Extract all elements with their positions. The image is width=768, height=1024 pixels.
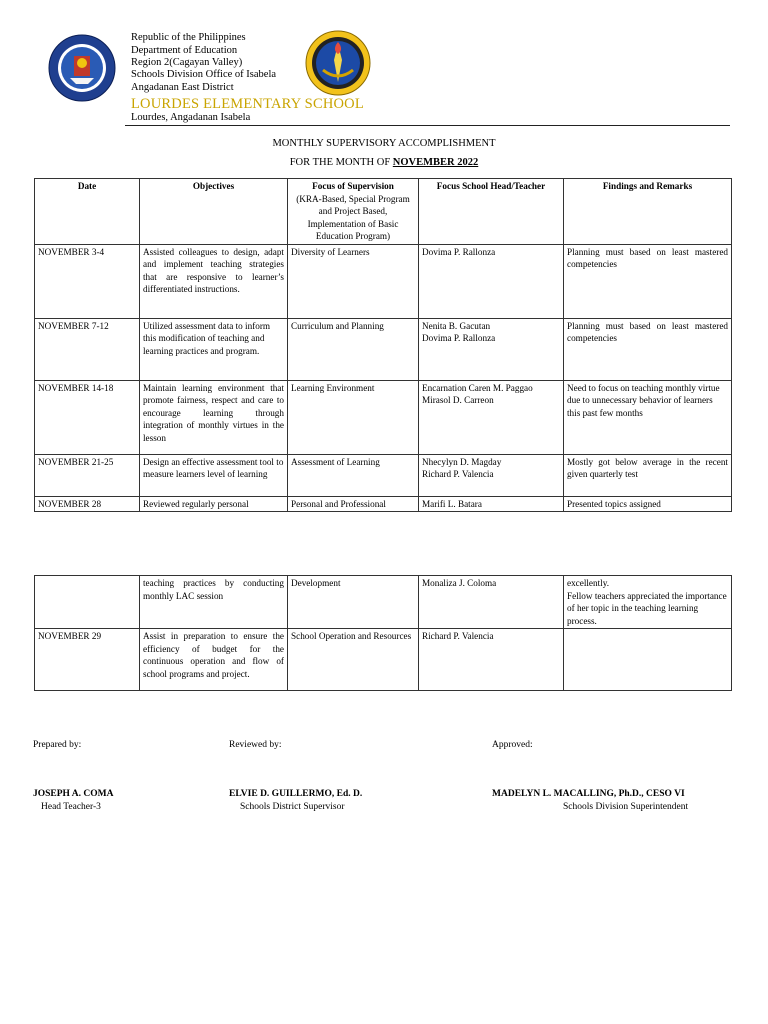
row-teachers — [419, 576, 564, 629]
header-divider — [125, 125, 730, 126]
row-date — [35, 576, 140, 629]
header-line-republic: Republic of the Philippines — [131, 32, 246, 43]
row-objectives: teaching practices by conducting monthly LAC session — [140, 576, 288, 629]
row-findings: Planning must based on least mastered competencies — [564, 318, 732, 380]
row-teachers — [419, 629, 564, 691]
table-row — [35, 496, 732, 512]
row-objectives: Utilized assessment data to inform this modification of teaching and learning practices and program. — [140, 318, 288, 380]
row-focus: Personal and Professional — [288, 496, 419, 512]
table-row — [35, 576, 732, 629]
prepared-position: Head Teacher-3 — [41, 802, 101, 812]
deped-seal-logo — [48, 34, 116, 102]
row-objectives: Design an effective assessment tool to measure learners level of learning — [140, 454, 288, 496]
prepared-name: JOSEPH A. COMA — [33, 789, 114, 799]
row-findings: Presented topics assigned — [564, 496, 732, 512]
row-findings — [564, 576, 732, 629]
row-objectives: Maintain learning environment that promote fairness, respect and care to encourage learning through integration of monthly virtues in the lesson — [140, 380, 288, 454]
header-focus-title: Focus of Supervision — [312, 181, 394, 191]
row-teacher: Encarnation Caren M. Paggao — [422, 382, 533, 393]
row-teacher: Marifi L. Batara — [422, 498, 482, 509]
reviewed-label: Reviewed by: — [229, 740, 282, 750]
row-focus: Diversity of Learners — [288, 244, 419, 318]
table-row — [35, 318, 732, 380]
reviewed-name: ELVIE D. GUILLERMO, Ed. D. — [229, 789, 363, 799]
header-focus-subtitle: (KRA-Based, Special Program and Project Based, Implementation of Basic Education Program) — [296, 193, 410, 241]
row-focus: Learning Environment — [288, 380, 419, 454]
header-findings: Findings and Remarks — [564, 179, 732, 245]
row-focus: School Operation and Resources — [288, 629, 419, 691]
row-findings — [564, 629, 732, 691]
month-value: NOVEMBER 2022 — [392, 157, 479, 168]
header-line-region: Region 2(Cagayan Valley) — [131, 57, 243, 68]
document-subtitle — [0, 157, 768, 168]
row-objectives: Reviewed regularly personal — [140, 496, 288, 512]
header-line-district: Angadanan East District — [131, 82, 234, 93]
row-date: NOVEMBER 21-25 — [35, 454, 140, 496]
header-objectives: Objectives — [140, 179, 288, 245]
row-teacher: Richard P. Valencia — [422, 631, 494, 641]
approved-name: MADELYN L. MACALLING, Ph.D., CESO VI — [492, 789, 685, 799]
row-teacher: Monaliza J. Coloma — [422, 578, 497, 588]
row-teacher: Nhecylyn D. Magday — [422, 456, 502, 467]
row-date: NOVEMBER 3-4 — [35, 244, 140, 318]
row-date: NOVEMBER 29 — [35, 629, 140, 691]
approved-position: Schools Division Superintendent — [563, 802, 689, 812]
row-teachers — [419, 454, 564, 496]
row-findings: Mostly got below average in the recent given quarterly test — [564, 454, 732, 496]
header-teacher: Focus School Head/Teacher — [419, 179, 564, 245]
month-prefix: FOR THE MONTH OF — [289, 157, 391, 168]
row-findings: Planning must based on least mastered competencies — [564, 244, 732, 318]
school-name: LOURDES ELEMENTARY SCHOOL — [131, 96, 364, 112]
reviewed-position: Schools District Supervisor — [240, 802, 345, 812]
header-focus — [288, 179, 419, 245]
header-line-deped: Department of Education — [131, 45, 238, 56]
row-teacher: Richard P. Valencia — [422, 469, 494, 479]
row-objectives: Assist in preparation to ensure the efficiency of budget for the continuous operation and flow of school programs and project. — [140, 629, 288, 691]
header-date: Date — [35, 179, 140, 245]
accomplishment-table — [34, 178, 732, 512]
row-date: NOVEMBER 14-18 — [35, 380, 140, 454]
row-focus: Assessment of Learning — [288, 454, 419, 496]
table-header-row — [35, 179, 732, 245]
table-row — [35, 380, 732, 454]
row-teachers — [419, 380, 564, 454]
row-teacher: Nenita B. Gacutan — [422, 320, 491, 331]
table-row — [35, 454, 732, 496]
row-teachers — [419, 496, 564, 512]
row-objectives: Assisted colleagues to design, adapt and implement teaching strategies that are responsive to learner’s differentiated instructions. — [140, 244, 288, 318]
approved-label: Approved: — [492, 740, 533, 750]
document-title: MONTHLY SUPERVISORY ACCOMPLISHMENT — [272, 138, 496, 149]
table-row — [35, 244, 732, 318]
table-row — [35, 629, 732, 691]
row-findings-line: Fellow teachers appreciated the importance of her topic in the teaching learning process. — [567, 590, 727, 626]
row-focus: Curriculum and Planning — [288, 318, 419, 380]
row-date: NOVEMBER 28 — [35, 496, 140, 512]
row-teacher: Dovima P. Rallonza — [422, 333, 496, 343]
row-teachers — [419, 318, 564, 380]
accomplishment-table-continued — [34, 575, 732, 691]
row-focus: Development — [288, 576, 419, 629]
row-findings: Need to focus on teaching monthly virtue due to unnecessary behavior of learners this past few months — [564, 380, 732, 454]
school-address: Lourdes, Angadanan Isabela — [131, 112, 251, 123]
row-teachers — [419, 244, 564, 318]
school-seal-logo — [305, 30, 371, 96]
header-line-division: Schools Division Office of Isabela — [131, 69, 277, 80]
row-date: NOVEMBER 7-12 — [35, 318, 140, 380]
prepared-label: Prepared by: — [33, 740, 82, 750]
row-teacher: Mirasol D. Carreon — [422, 395, 494, 405]
row-teacher: Dovima P. Rallonza — [422, 246, 496, 257]
row-findings-line: excellently. — [567, 578, 610, 588]
